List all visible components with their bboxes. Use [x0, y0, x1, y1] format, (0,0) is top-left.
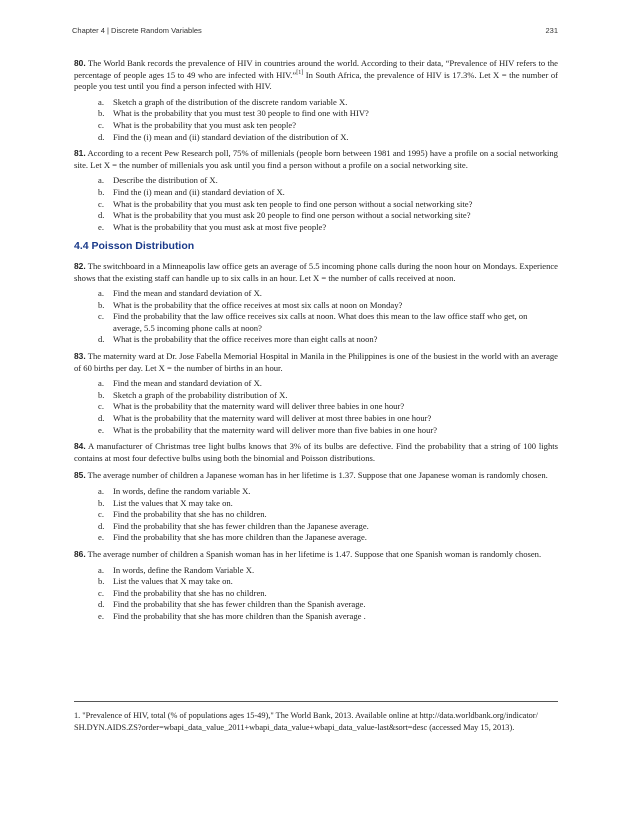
- list-item: d. Find the (i) mean and (ii) standard deviation of the distribution of X.: [98, 131, 349, 142]
- exercise-83: [74, 351, 558, 436]
- exercise-85-stem: 85. The average number of children a Japanese woman has in her lifetime is 1.37. Suppose that one Japanese woman is randomly chosen.: [74, 470, 548, 481]
- list-item: b. What is the probability that you must test 30 people to find one with HIV?: [98, 108, 369, 119]
- exercise-81-stem: 81. According to a recent Pew Research poll, 75% of millenials (people born between 1981 and 1995) have a profile on a social networking site. Let X = the number of millenials you ask until you find a person without a profile on a social networking site.: [74, 148, 558, 170]
- exercise-82: [74, 261, 558, 346]
- exercise-number: 83.: [74, 351, 86, 362]
- list-item: b. Find the (i) mean and (ii) standard deviation of X.: [98, 186, 285, 197]
- list-item: c. Find the probability that she has no children.: [98, 587, 267, 598]
- list-item: c. Find the probability that the law office receives six calls at noon. What does this mean to the law office staff who get, on average, 5.5 incoming phone calls at noon?: [98, 311, 528, 333]
- list-item: b. Sketch a graph of the probability distribution of X.: [98, 389, 288, 400]
- running-header: [72, 26, 558, 35]
- exercise-85: [74, 470, 558, 544]
- list-item: a. In words, define the random variable X.: [98, 486, 251, 496]
- list-item: b. List the values that X may take on.: [98, 497, 233, 508]
- exercise-80: [74, 58, 558, 143]
- exercise-82-parts: [74, 288, 558, 346]
- exercise-85-parts: [74, 486, 558, 544]
- exercise-86-stem: 86. The average number of children a Spanish woman has in her lifetime is 1.47. Suppose that one Spanish woman is randomly chosen.: [74, 548, 542, 559]
- main-content: [74, 58, 558, 628]
- list-item: d. What is the probability that the office receives more than eight calls at noon?: [98, 334, 378, 345]
- section-heading: 4.4 Poisson Distribution: [74, 240, 195, 253]
- list-item: a. Describe the distribution of X.: [98, 175, 218, 186]
- list-item: e. Find the probability that she has more children than the Japanese average.: [98, 532, 367, 543]
- exercise-80-text-before: The World Bank records the prevalence of HIV in countries around the world. According to their data, “Prevalence of HIV refers to the percentage of people ages 15 to 49 who are infected with HIV.”: [74, 58, 559, 80]
- footnote-divider: [74, 701, 558, 702]
- exercise-number: 84.: [74, 441, 86, 452]
- list-item: b. What is the probability that the office receives at most six calls at noon on Monday?: [98, 299, 403, 310]
- list-item: c. What is the probability that the maternity ward will deliver three babies in one hour?: [98, 401, 405, 412]
- exercise-84-stem: 84. A manufacturer of Christmas tree light bulbs knows that 3% of its bulbs are defective. Find the probability that a string of 100 lights contains at most four defective bulbs using both the binomial and Poisson distributions.: [74, 441, 558, 463]
- list-item: d. Find the probability that she has fewer children than the Spanish average.: [98, 599, 366, 610]
- list-item: a. Find the mean and standard deviation of X.: [98, 378, 262, 389]
- exercise-84: [74, 441, 558, 464]
- list-item: d. What is the probability that the maternity ward will deliver at most three babies in one hour?: [98, 413, 432, 424]
- list-item: c. What is the probability that you must ask ten people?: [98, 119, 297, 130]
- exercise-86-parts: [74, 565, 558, 623]
- exercise-83-stem: 83. The maternity ward at Dr. Jose Fabella Memorial Hospital in Manila in the Philippines is one of the busiest in the world with an average of 60 births per day. Let X = the number of births in an hour.: [74, 351, 558, 373]
- exercise-number: 82.: [74, 260, 86, 271]
- exercise-81: [74, 148, 558, 233]
- exercise-86: [74, 549, 558, 623]
- list-item: d. Find the probability that she has fewer children than the Japanese average.: [98, 520, 369, 531]
- list-item: c. Find the probability that she has no children.: [98, 509, 267, 520]
- list-item: c. What is the probability that you must ask ten people to find one person without a social networking site?: [98, 198, 473, 209]
- exercise-number: 81.: [74, 148, 86, 159]
- list-item: a. Sketch a graph of the distribution of the discrete random variable X.: [98, 96, 348, 107]
- footnote: [74, 710, 558, 733]
- footnote-reference[interactable]: [1]: [296, 69, 304, 76]
- exercise-83-parts: [74, 378, 558, 436]
- list-item: a. Find the mean and standard deviation of X.: [98, 288, 262, 299]
- exercise-82-stem: 82. The switchboard in a Minneapolis law office gets an average of 5.5 incoming phone calls during the noon hour on Mondays. Experience shows that the existing staff can handle up to six calls in an hour. Let X = the number of calls received at noon.: [74, 260, 558, 283]
- list-item: e. Find the probability that she has more children than the Spanish average .: [98, 610, 366, 621]
- exercise-number: 86.: [74, 548, 86, 559]
- list-item: e. What is the probability that the maternity ward will deliver more than five babies in one hour?: [98, 424, 438, 435]
- chapter-title: Chapter 4 | Discrete Random Variables: [72, 26, 202, 35]
- exercise-80-parts: [74, 97, 558, 143]
- list-item: e. What is the probability that you must ask at most five people?: [98, 221, 327, 232]
- exercise-number: 85.: [74, 470, 86, 481]
- list-item: d. What is the probability that you must ask 20 people to find one person without a social networking site?: [98, 210, 471, 221]
- list-item: b. List the values that X may take on.: [98, 576, 233, 587]
- list-item: a. In words, define the Random Variable X.: [98, 564, 255, 575]
- footnote-text: 1. "Prevalence of HIV, total (% of populations ages 15-49)," The World Bank, 2013. Available online at http://data.worldbank.org/indicator/ SH.DYN.AIDS.ZS?order=wbapi_data_value_2011+wbapi_data_value+wbapi_data_value-last&sort=desc (accessed May 15, 2013).: [74, 711, 538, 732]
- exercise-81-parts: [74, 175, 558, 233]
- exercise-number: 80.: [74, 58, 86, 68]
- exercise-80-stem: [74, 58, 558, 93]
- exercise-80-text-after: In South Africa, the prevalence of HIV is 17.3%. Let X = the number of people you test until you find a person infected with HIV.: [74, 69, 558, 92]
- page-number: 231: [545, 26, 558, 35]
